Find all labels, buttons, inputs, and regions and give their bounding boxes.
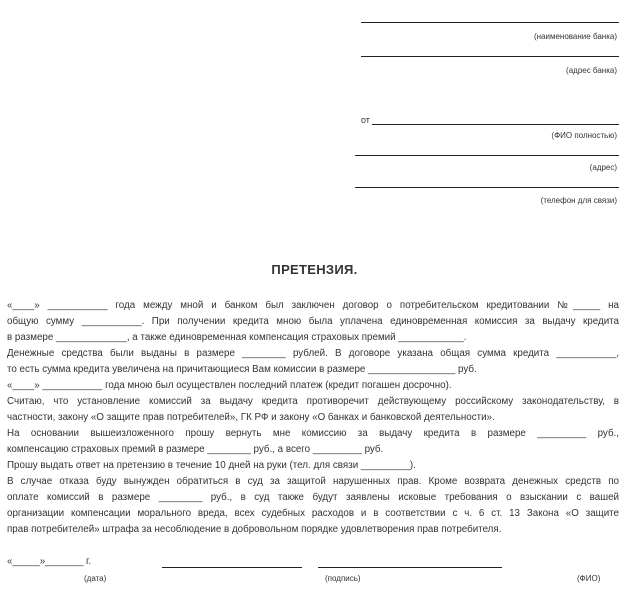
signature-line[interactable]: [162, 567, 302, 568]
fio-caption: (ФИО полностью): [551, 131, 617, 140]
address-line[interactable]: [355, 155, 619, 156]
body-line-10: компенсацию страховых премий в размере ________ руб., а всего _________ руб.: [7, 444, 384, 455]
body-line-12: В случае отказа буду вынужден обратиться в суд за защитой нарушенных прав. Кроме возврата денежных средств по: [7, 476, 619, 487]
body-line-3: в размере _____________, а также единовременная компенсация страховых премий ____________.: [7, 332, 467, 343]
body-line-2: общую сумму ___________. При получении кредита мною была уплачена единовременная комиссия за выдачу кредита: [7, 316, 619, 327]
date-caption: (дата): [84, 574, 107, 583]
phone-caption: (телефон для связи): [540, 196, 617, 205]
fio-signature-caption: (ФИО): [577, 574, 601, 583]
claim-body: [7, 298, 619, 538]
body-line-9: На основании вышеизложенного прошу вернуть мне комиссию за выдачу кредита в размере _________ руб.,: [7, 428, 619, 439]
bank-name-line[interactable]: [361, 22, 619, 23]
body-line-6: «____» ___________ года мною был осуществлен последний платеж (кредит погашен досрочно).: [7, 380, 452, 391]
date-blank[interactable]: «_____»_______ г.: [7, 556, 92, 567]
fio-signature-line[interactable]: [318, 567, 502, 568]
bank-name-caption: (наименование банка): [533, 32, 617, 41]
bank-address-line[interactable]: [361, 56, 619, 57]
body-line-15: прав потребителей» штрафа за несоблюдение в добровольном порядке удовлетворения прав потребителя.: [7, 524, 502, 535]
phone-line[interactable]: [355, 187, 619, 188]
document-title: ПРЕТЕНЗИЯ.: [271, 262, 358, 277]
body-line-5: то есть сумма кредита увеличена на причитающиеся Вам комиссии в размере ________________ руб.: [7, 364, 477, 375]
address-caption: (адрес): [589, 163, 617, 172]
fio-line[interactable]: [372, 124, 619, 125]
body-line-11: Прошу выдать ответ на претензию в течение 10 дней на руки (тел. для связи _________).: [7, 460, 416, 471]
signature-caption: (подпись): [325, 574, 361, 583]
body-line-14: организации компенсации морального вреда, всех судебных расходов и в соответствии с ч. 6 ст. 13 Закона «О защите: [7, 508, 619, 519]
body-line-4: Денежные средства были выданы в размере ________ рублей. В договоре указана общая сумма кредита ___________,: [7, 348, 619, 359]
body-line-8: частности, закону «О защите прав потребителей», ГК РФ и закону «О банках и банковской деятельности».: [7, 412, 495, 423]
signature-row: [0, 556, 629, 570]
from-label: от: [361, 115, 370, 125]
bank-address-caption: (адрес банка): [566, 66, 617, 75]
body-line-7: Считаю, что установление комиссий за выдачу кредита противоречит действующему российскому законодательству, в: [7, 396, 619, 407]
body-line-13: оплате комиссий в размере ________ руб., в суд также будут заявлены исковые требования о взыскании с вашей: [7, 492, 619, 503]
body-line-1: «____» ___________ года между мной и банком был заключен договор о потребительском кредитовании №_____ на: [7, 300, 619, 311]
